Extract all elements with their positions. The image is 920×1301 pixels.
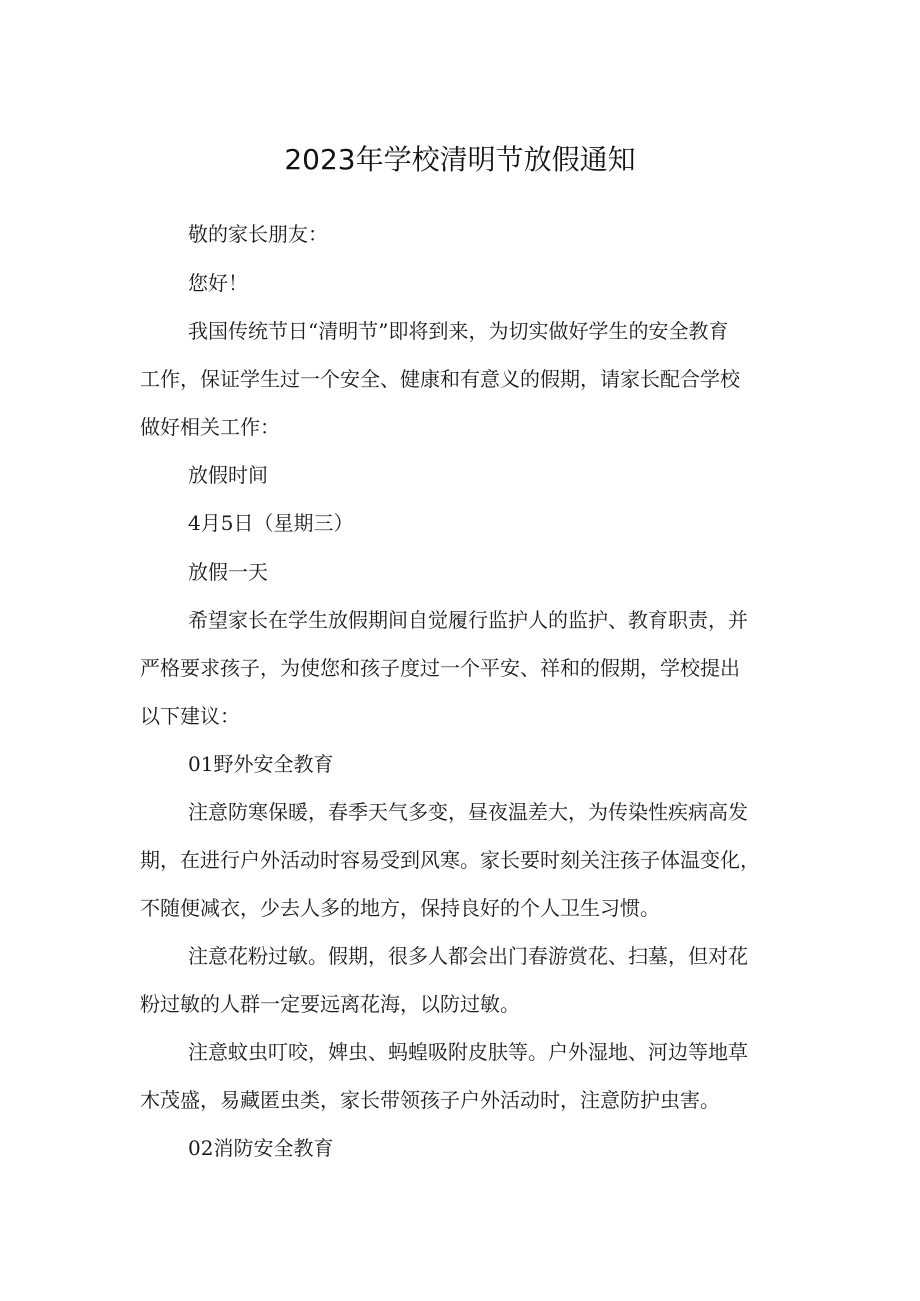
paragraph-5-line-1: 注意蚊虫叮咬，婢虫、蚂蝗吸附皮肤等。户外湿地、河边等地草 <box>188 1040 748 1064</box>
page-title: 2023年学校清明节放假通知 <box>284 143 636 176</box>
section-2-heading: 02消防安全教育 <box>188 1136 334 1160</box>
paragraph-2-line-2: 严格要求孩子，为使您和孩子度过一个平安、祥和的假期，学校提出 <box>140 656 740 680</box>
paragraph-2-line-3: 以下建议： <box>140 704 240 728</box>
paragraph-2-line-1: 希望家长在学生放假期间自觉履行监护人的监护、教育职责，并 <box>188 608 748 632</box>
paragraph-3-line-2: 期，在进行户外活动时容易受到风寒。家长要时刻关注孩子体温变化， <box>140 848 760 872</box>
paragraph-5-line-2: 木茂盛，易藏匿虫类，家长带领孩子户外活动时，注意防护虫害。 <box>140 1088 720 1112</box>
paragraph-1-line-3: 做好相关工作： <box>140 415 280 439</box>
greeting: 您好！ <box>188 271 248 295</box>
holiday-time-label: 放假时间 <box>188 463 268 487</box>
holiday-length: 放假一天 <box>188 560 268 584</box>
salutation: 敬的家长朋友： <box>188 222 328 246</box>
section-1-heading: 01野外安全教育 <box>188 752 334 776</box>
paragraph-4-line-2: 粉过敏的人群一定要远离花海，以防过敏。 <box>140 992 520 1016</box>
paragraph-1-line-2: 工作，保证学生过一个安全、健康和有意义的假期，请家长配合学校 <box>140 367 740 391</box>
paragraph-3-line-1: 注意防寒保暖，春季天气多变，昼夜温差大，为传染性疾病高发 <box>188 800 748 824</box>
paragraph-1-line-1: 我国传统节日“清明节”即将到来，为切实做好学生的安全教育 <box>188 319 729 343</box>
holiday-date: 4月5日（星期三） <box>188 511 354 535</box>
paragraph-3-line-3: 不随便减衣，少去人多的地方，保持良好的个人卫生习惯。 <box>140 896 660 920</box>
paragraph-4-line-1: 注意花粉过敏。假期，很多人都会出门春游赏花、扫墓，但对花 <box>188 944 748 968</box>
